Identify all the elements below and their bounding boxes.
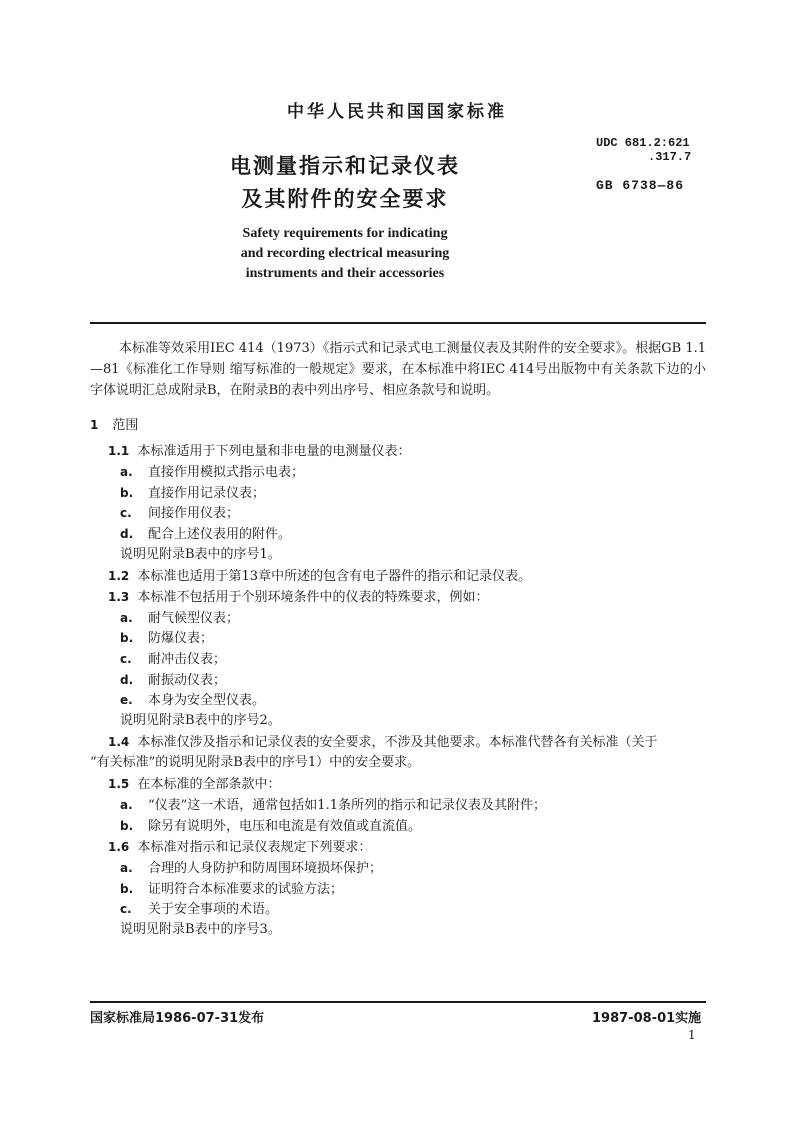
footer-rule	[90, 1001, 706, 1003]
clause-1-1-item-a: a. 直接作用模拟式指示电表；	[120, 465, 305, 480]
clause-1-3-item-b: b. 防爆仪表；	[120, 631, 214, 646]
clause-1-1-item-d: d. 配合上述仪表用的附件。	[120, 527, 292, 542]
title-en-line1: Safety requirements for indicating	[242, 226, 448, 241]
clause-1-3-item-c: c. 耐冲击仪表；	[120, 652, 227, 667]
clause-1-3-item-e: e. 本身为安全型仪表。	[120, 693, 266, 708]
title-en-line2: and recording electrical measuring	[240, 246, 450, 261]
clause-1-1-item-c: c. 间接作用仪表；	[120, 506, 240, 521]
clause-1-4-continued: “有关标准”的说明见附录B表中的序号1）中的安全要求。	[90, 755, 421, 770]
clause-1-6-item-c: c. 关于安全事项的术语。	[120, 902, 279, 917]
clause-1-5: 1.5 在本标准的全部条款中：	[108, 777, 281, 792]
clause-1-3: 1.3 本标准不包括用于个别环境条件中的仪表的特殊要求，例如：	[108, 590, 489, 605]
clause-1-6-item-a: a. 合理的人身防护和防周围环境损坏保护；	[120, 861, 383, 876]
udc-code-line2: .317.7	[648, 150, 692, 164]
clause-1-5-item-a: a. “仪表”这一术语，通常包括如1.1条所列的指示和记录仪表及其附件；	[120, 798, 546, 813]
clause-1-3-note: 说明见附录B表中的序号2。	[120, 713, 281, 728]
clause-1-4: 1.4 本标准仅涉及指示和记录仪表的安全要求，不涉及其他要求。本标准代替各有关标准（关于	[108, 735, 658, 750]
udc-code-line1: UDC 681.2:621	[596, 136, 690, 150]
section-1-heading: 1 范围	[90, 418, 139, 433]
clause-1-1-note: 说明见附录B表中的序号1。	[120, 547, 281, 562]
clause-1-1-item-b: b. 直接作用记录仪表；	[120, 486, 266, 501]
title-cn-line2: 及其附件的安全要求	[241, 187, 449, 211]
intro-text: 本标准等效采用IEC 414（1973）《指示式和记录式电工测量仪表及其附件的安全要求》。根据GB 1.1—81《标准化工作导则 缩写标准的一般规定》要求，在本标准中将IEC 414号出版物中有关条款下边的小字体说明汇总成附录B，在附录B的表中列出序号、相应条款号和说明。	[90, 341, 706, 398]
clause-1-3-item-a: a. 耐气候型仪表；	[120, 611, 240, 626]
clause-1-3-item-d: d. 耐振动仪表；	[120, 673, 227, 688]
clause-1-6-note: 说明见附录B表中的序号3。	[120, 922, 281, 937]
title-en-line3: instruments and their accessories	[245, 266, 445, 281]
clause-1-1: 1.1 本标准适用于下列电量和非电量的电测量仪表：	[108, 444, 411, 459]
issue-date: 国家标准局1986-07-31发布	[90, 1011, 265, 1026]
clause-1-2: 1.2 本标准也适用于第13章中所述的包含有电子器件的指示和记录仪表。	[108, 569, 532, 584]
clause-1-5-item-b: b. 除另有说明外，电压和电流是有效值或直流值。	[120, 819, 422, 834]
standard-category: 中华人民共和国国家标准	[287, 102, 507, 122]
clause-1-6-item-b: b. 证明符合本标准要求的试验方法；	[120, 882, 344, 897]
page-number: 1	[688, 1028, 696, 1042]
gb-number: GB 6738—86	[596, 178, 685, 193]
effective-date: 1987-08-01实施	[592, 1011, 702, 1026]
title-cn-line1: 电测量指示和记录仪表	[230, 154, 460, 178]
clause-1-6: 1.6 本标准对指示和记录仪表规定下列要求：	[108, 840, 372, 855]
